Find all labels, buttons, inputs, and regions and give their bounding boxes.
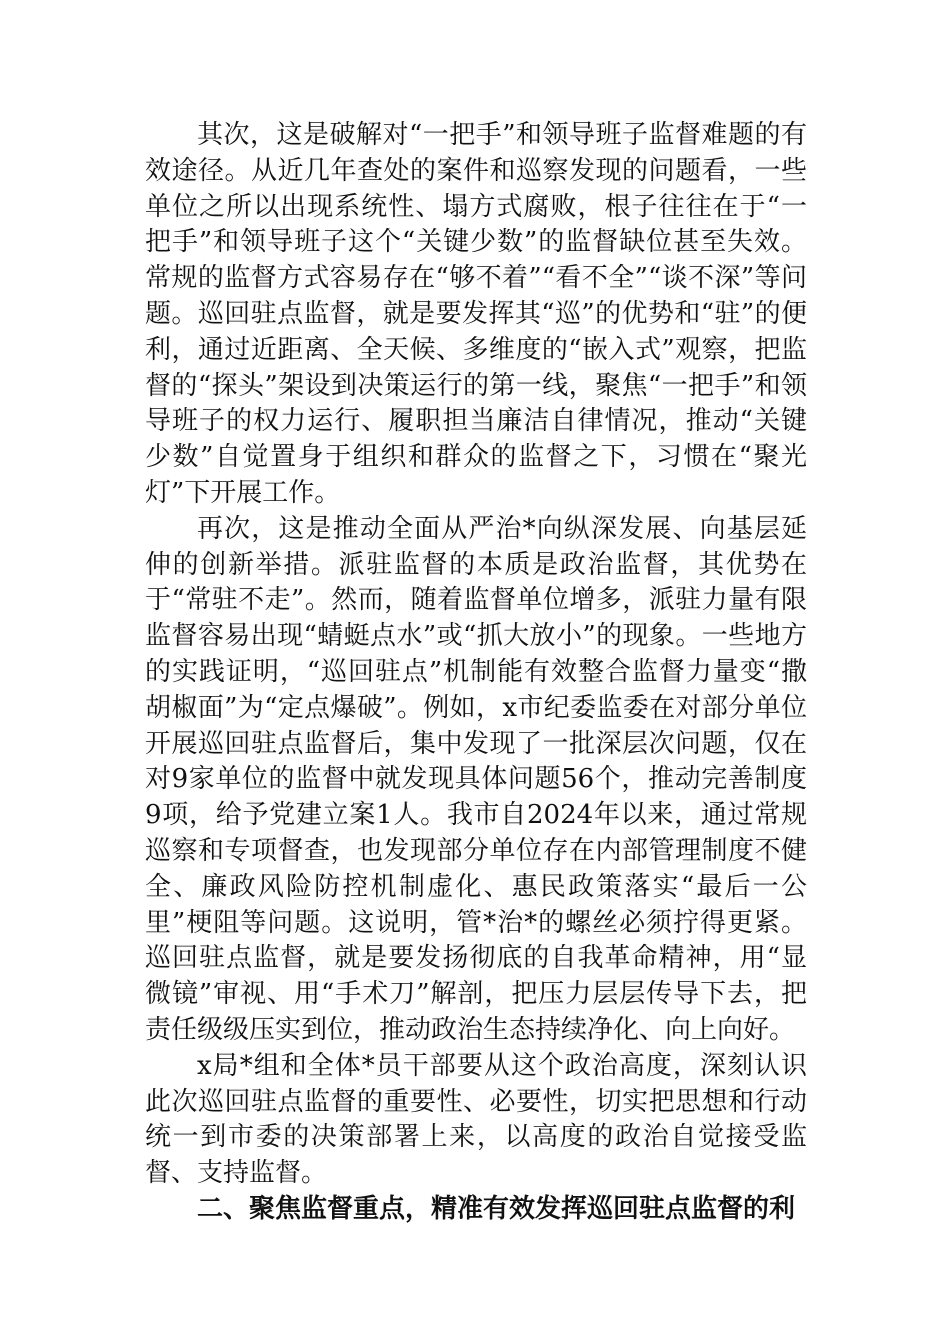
document-page [145, 118, 807, 1228]
paragraph-first-point: 其次，这是破解对“一把手”和领导班子监督难题的有效途径。从近几年查处的案件和巡察发现的问题看，一些单位之所以出现系统性、塌方式腐败，根子往往在于“一把手”和领导班子这个“关键少数”的监督缺位甚至失效。常规的监督方式容易存在“够不着”“看不全”“谈不深”等问题。巡回驻点监督，就是要发挥其“巡”的优势和“驻”的便利，通过近距离、全天候、多维度的“嵌入式”观察，把监督的“探头”架设到决策运行的第一线，聚焦“一把手”和领导班子的权力运行、履职担当廉洁自律情况，推动“关键少数”自觉置身于组织和群众的监督之下，习惯在“聚光灯”下开展工作。 [145, 120, 807, 508]
paragraph-summary: x局*组和全体*员干部要从这个政治高度，深刻认识此次巡回驻点监督的重要性、必要性，切实把思想和行动统一到市委的决策部署上来，以高度的政治自觉接受监督、支持监督。 [145, 1050, 807, 1189]
section-heading-two: 二、聚焦监督重点，精准有效发挥巡回驻点监督的利 [197, 1193, 796, 1224]
paragraph-second-point: 再次，这是推动全面从严治*向纵深发展、向基层延伸的创新举措。派驻监督的本质是政治监督，其优势在于“常驻不走”。然而，随着监督单位增多，派驻力量有限监督容易出现“蜻蜓点水”或“抓大放小”的现象。一些地方的实践证明，“巡回驻点”机制能有效整合监督力量变“撒胡椒面”为“定点爆破”。例如，x市纪委监委在对部分单位开展巡回驻点监督后，集中发现了一批深层次问题，仅在对9家单位的监督中就发现具体问题56个，推动完善制度9项，给予党建立案1人。我市自2024年以来，通过常规巡察和专项督查，也发现部分单位存在内部管理制度不健全、廉政风险防控机制虚化、惠民政策落实“最后一公里”梗阻等问题。这说明，管*治*的螺丝必须拧得更紧。巡回驻点监督，就是要发扬彻底的自我革命精神，用“显微镜”审视、用“手术刀”解剖，把压力层层传导下去，把责任级级压实到位，推动政治生态持续净化、向上向好。 [145, 513, 807, 1045]
